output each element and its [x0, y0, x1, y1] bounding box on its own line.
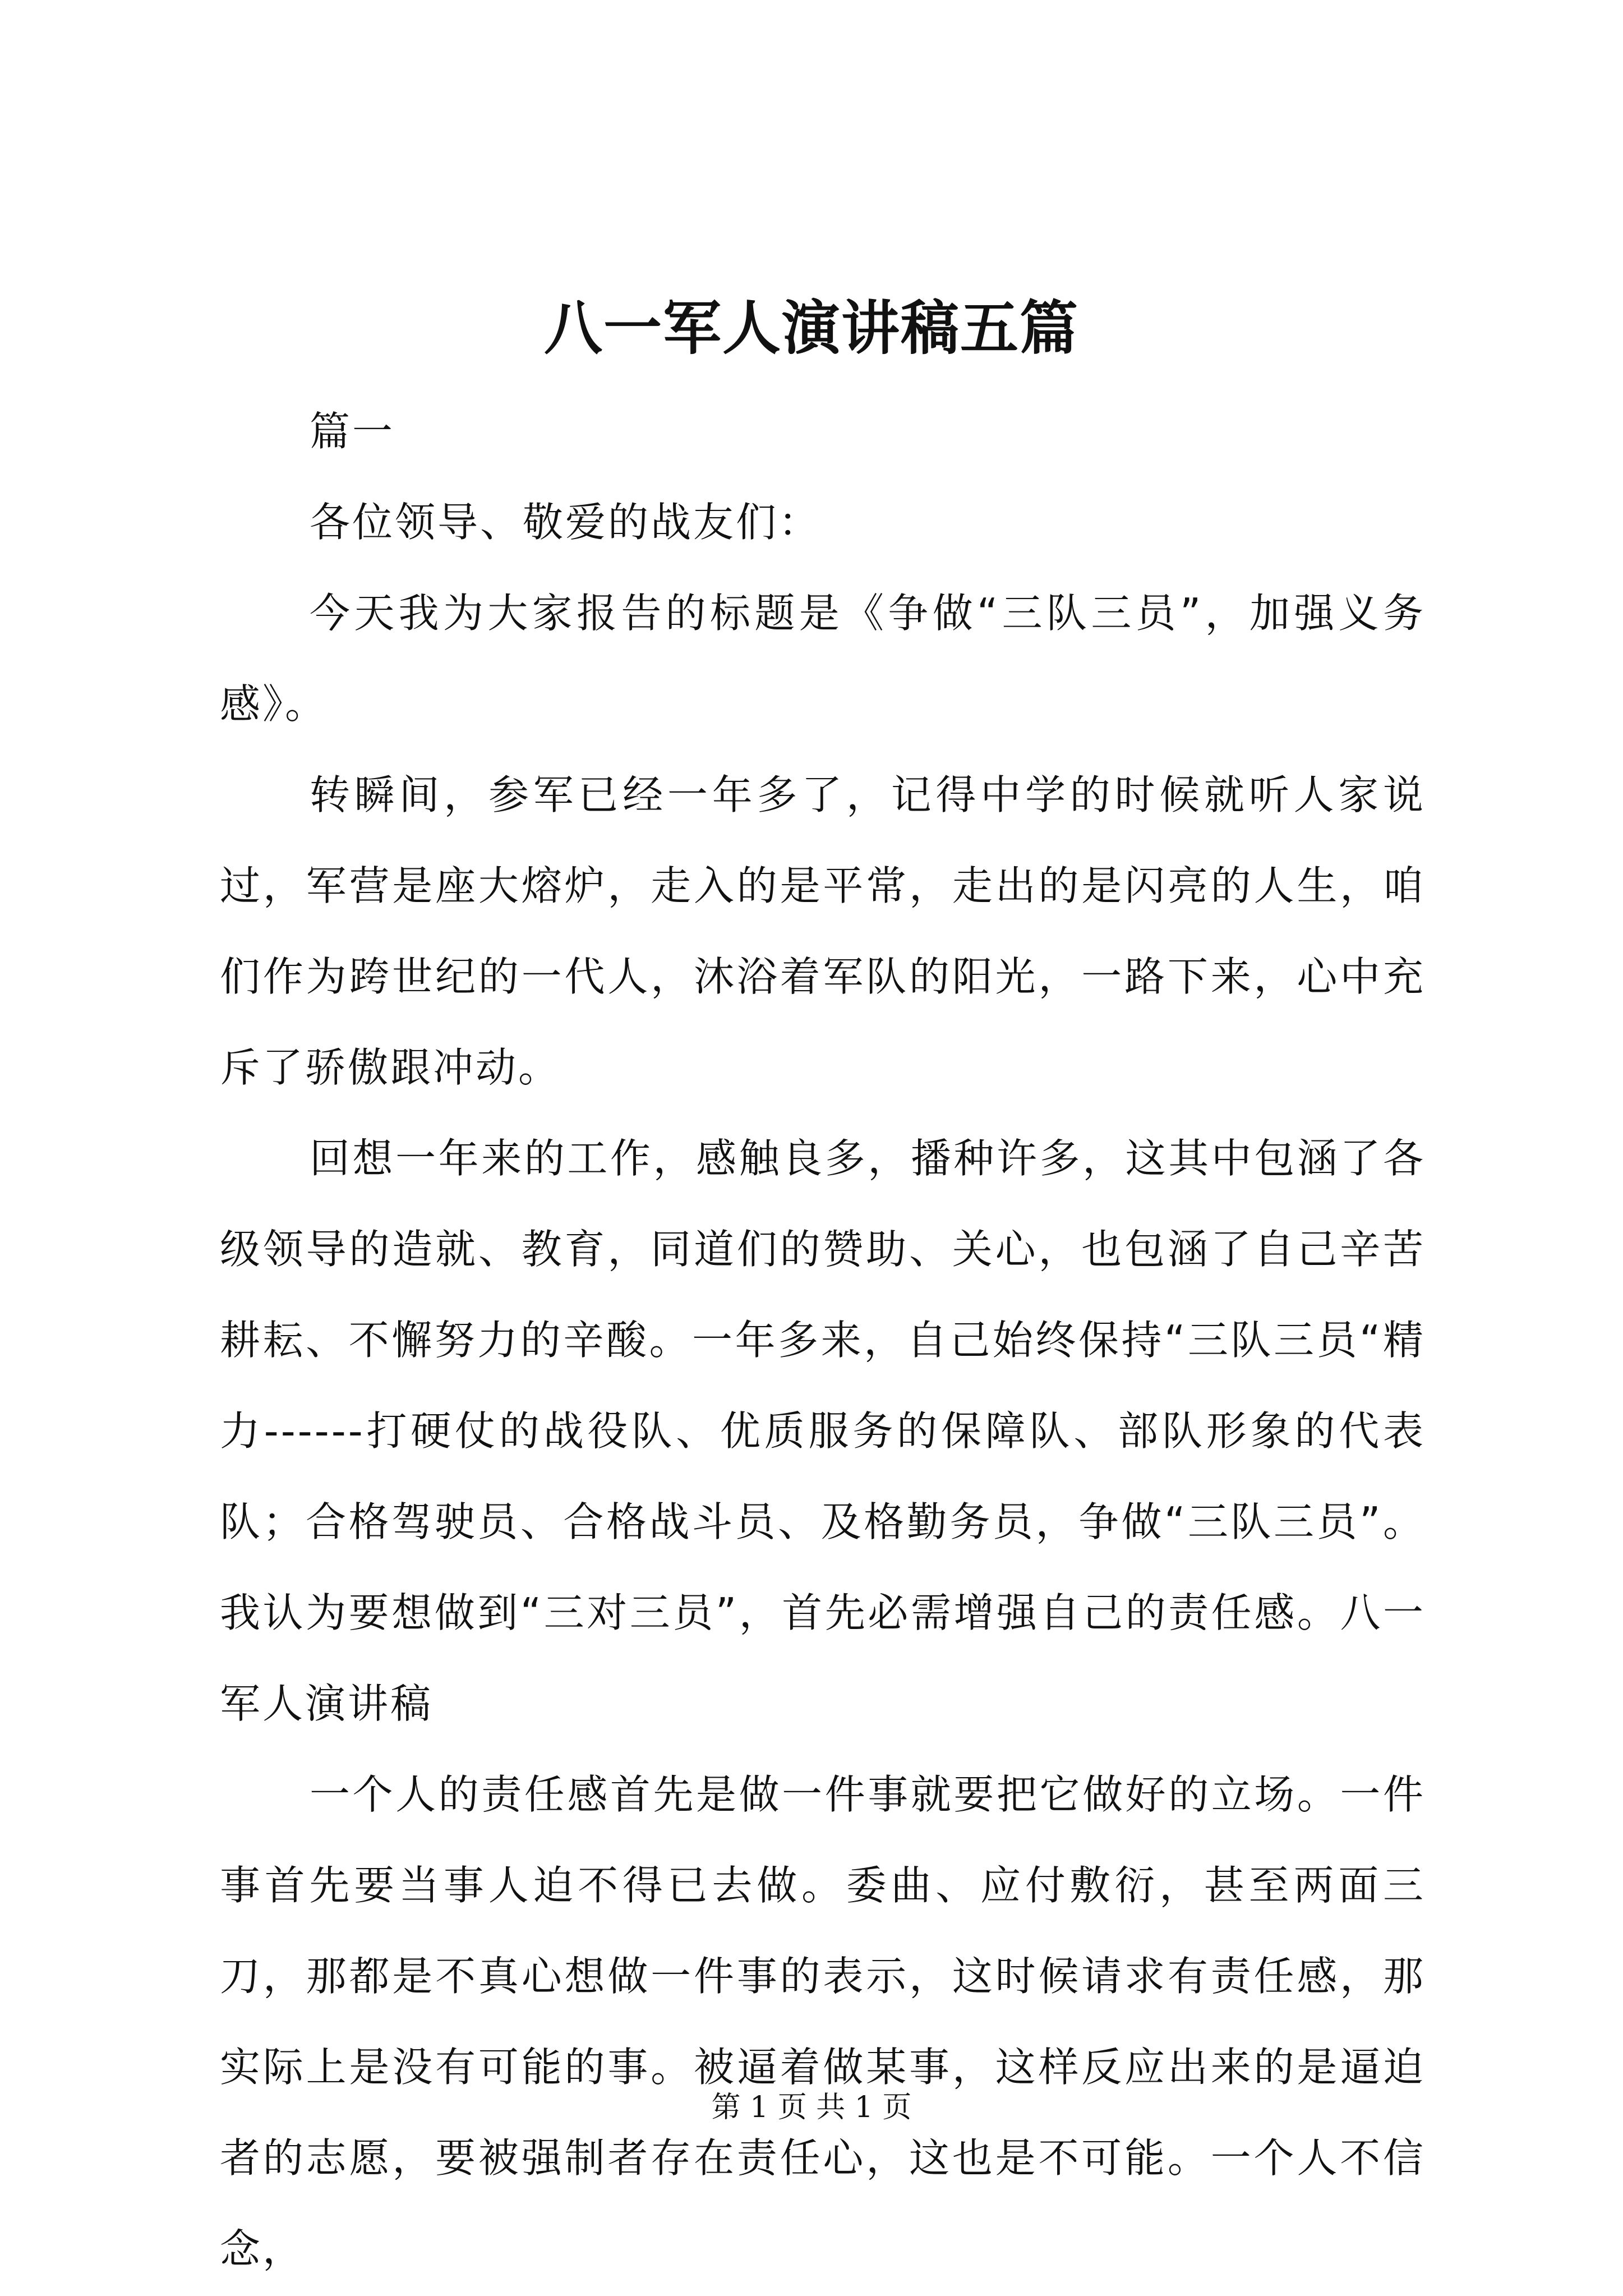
paragraph: 一个人的责任感首先是做一件事就要把它做好的立场。一件事首先要当事人迫不得已去做。委曲、应付敷衍，甚至两面三刀，那都是不真心想做一件事的表示，这时候请求有责任感，那实际上是没有可能的事。被逼着做某事，这样反应出来的是逼迫者的志愿，要被强制者存在责任心，这也是不可能。一个人不信念，: [220, 1771, 1426, 2272]
page-number-footer: 第 1 页 共 1 页: [711, 2091, 912, 2124]
document-title: 八一军人演讲稿五篇: [543, 293, 1079, 362]
document-body: [220, 386, 1426, 2294]
paragraph: 转瞬间，参军已经一年多了，记得中学的时候就听人家说过，军营是座大熔炉，走入的是平常，走出的是闪亮的人生，咱们作为跨世纪的一代人，沐浴着军队的阳光，一路下来，心中充斥了骄傲跟冲动。: [220, 771, 1426, 1091]
paragraph: 各位领导、敬爱的战友们：: [310, 499, 822, 546]
paragraph: 回想一年来的工作，感触良多，播种许多，这其中包涵了各级领导的造就、教育，同道们的赞助、关心，也包涵了自己辛苦耕耘、不懈努力的辛酸。一年多来，自己始终保持“三队三员“精力------打硬仗的战役队、优质服务的保障队、部队形象的代表队；合格驾驶员、合格战斗员、及格勤务员，争做“三队三员”。我认为要想做到“三对三员”，首先必需增强自己的责任感。八一军人演讲稿: [220, 1135, 1426, 1727]
paragraph: 今天我为大家报告的标题是《争做“三队三员”，加强义务感》。: [220, 590, 1426, 728]
paragraph: 篇一: [310, 408, 395, 455]
